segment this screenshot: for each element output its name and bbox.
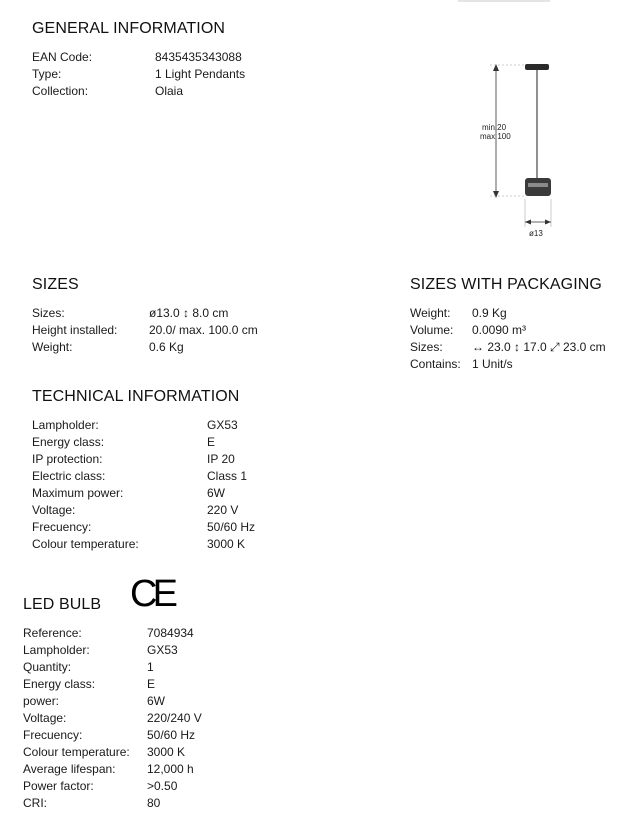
row-value: 0.6 Kg [149,340,184,354]
ce-mark-icon [130,572,180,612]
table-row [32,339,258,356]
table-row [23,659,202,676]
row-value: GX53 [207,418,238,432]
row-label: Voltage: [23,711,67,725]
diameter-label: ø13 [529,229,543,238]
arrow-right-icon [545,220,551,225]
row-value: 1 Unit/s [472,357,513,371]
table-row [32,502,255,519]
table-row [410,305,606,322]
row-label: Maximum power: [32,486,124,500]
row-value: ø13.0 ↕ 8.0 cm [149,306,229,320]
table-row [32,485,255,502]
row-value: 3000 K [147,745,186,759]
row-value: Class 1 [207,469,248,483]
row-value: 8435435343088 [155,50,242,64]
row-value: >0.50 [147,779,178,793]
height-label-min: min.20 [482,123,507,132]
packaging-table [410,305,606,373]
row-label: Collection: [32,84,89,98]
table-row [32,434,255,451]
table-row [23,761,202,778]
row-label: Lampholder: [23,643,90,657]
table-row [32,536,255,553]
row-label: Energy class: [23,677,96,691]
row-label: Sizes: [410,340,443,354]
table-row [32,66,245,83]
sizes-heading: SIZES [32,276,79,293]
row-value: E [207,435,216,449]
height-label-max: max 100 [480,132,511,141]
table-row [23,625,202,642]
row-label: Colour temperature: [32,537,139,551]
row-label: Average lifespan: [23,762,116,776]
row-label: Frecuency: [23,728,83,742]
row-value: IP 20 [207,452,235,466]
row-value: GX53 [147,643,178,657]
row-label: power: [23,694,60,708]
technical-information-table [32,417,255,553]
row-value: 50/60 Hz [147,728,196,742]
row-value: 6W [147,694,165,708]
packaging-heading: SIZES WITH PACKAGING [410,276,602,293]
table-row [32,417,255,434]
row-label: Height installed: [32,323,118,337]
row-value: 20.0/ max. 100.0 cm [149,323,258,337]
table-row [23,710,202,727]
table-row [23,676,202,693]
row-value: 50/60 Hz [207,520,256,534]
row-label: Lampholder: [32,418,99,432]
table-row [32,305,258,322]
table-row [410,322,606,339]
row-value: 80 [147,796,161,810]
row-label: Sizes: [32,306,65,320]
row-value: 12,000 h [147,762,194,776]
ce-mark-text: CE [130,573,178,612]
arrow-left-icon [525,220,531,225]
lamp-ring-shape [528,183,548,187]
sizes-table [32,305,258,356]
table-row [23,744,202,761]
table-row [32,83,245,100]
canopy-shape [525,64,549,70]
row-value: 3000 K [207,537,246,551]
row-label: Reference: [23,626,82,640]
row-value: 220/240 V [147,711,202,725]
row-label: Weight: [410,306,451,320]
arrow-down-icon [493,191,499,198]
table-row [23,778,202,795]
general-information-heading: GENERAL INFORMATION [32,20,226,37]
row-label: Contains: [410,357,461,371]
row-label: IP protection: [32,452,103,466]
table-row [410,339,606,356]
row-label: Weight: [32,340,73,354]
row-label: Colour temperature: [23,745,130,759]
row-value: ↔ 23.0 ↕ 17.0 ⤢ 23.0 cm [472,340,606,354]
row-value: Olaia [155,84,184,98]
table-row [32,322,258,339]
table-row [32,519,255,536]
row-value: E [147,677,156,691]
row-label: Type: [32,67,62,81]
row-value: 0.9 Kg [472,306,507,320]
row-label: Electric class: [32,469,106,483]
row-label: EAN Code: [32,50,93,64]
led-bulb-heading: LED BULB [23,596,102,613]
table-row [23,642,202,659]
table-row [32,451,255,468]
row-label: Power factor: [23,779,94,793]
row-value: 6W [207,486,225,500]
row-label: Voltage: [32,503,76,517]
top-divider [458,0,550,2]
row-value: 1 Light Pendants [155,67,246,81]
row-label: CRI: [23,796,47,810]
table-row [410,356,606,373]
row-value: 0.0090 m³ [472,323,527,337]
table-row [23,727,202,744]
row-label: Frecuency: [32,520,92,534]
table-row [23,693,202,710]
led-bulb-table [23,625,202,812]
table-row [32,49,245,66]
general-information-table [32,49,245,100]
row-label: Quantity: [23,660,72,674]
row-value: 1 [147,660,154,674]
row-value: 7084934 [147,626,194,640]
row-value: 220 V [207,503,239,517]
row-label: Volume: [410,323,454,337]
pendant-dimension-drawing [470,55,580,240]
row-label: Energy class: [32,435,105,449]
technical-information-heading: TECHNICAL INFORMATION [32,388,240,405]
table-row [23,795,202,812]
table-row [32,468,255,485]
